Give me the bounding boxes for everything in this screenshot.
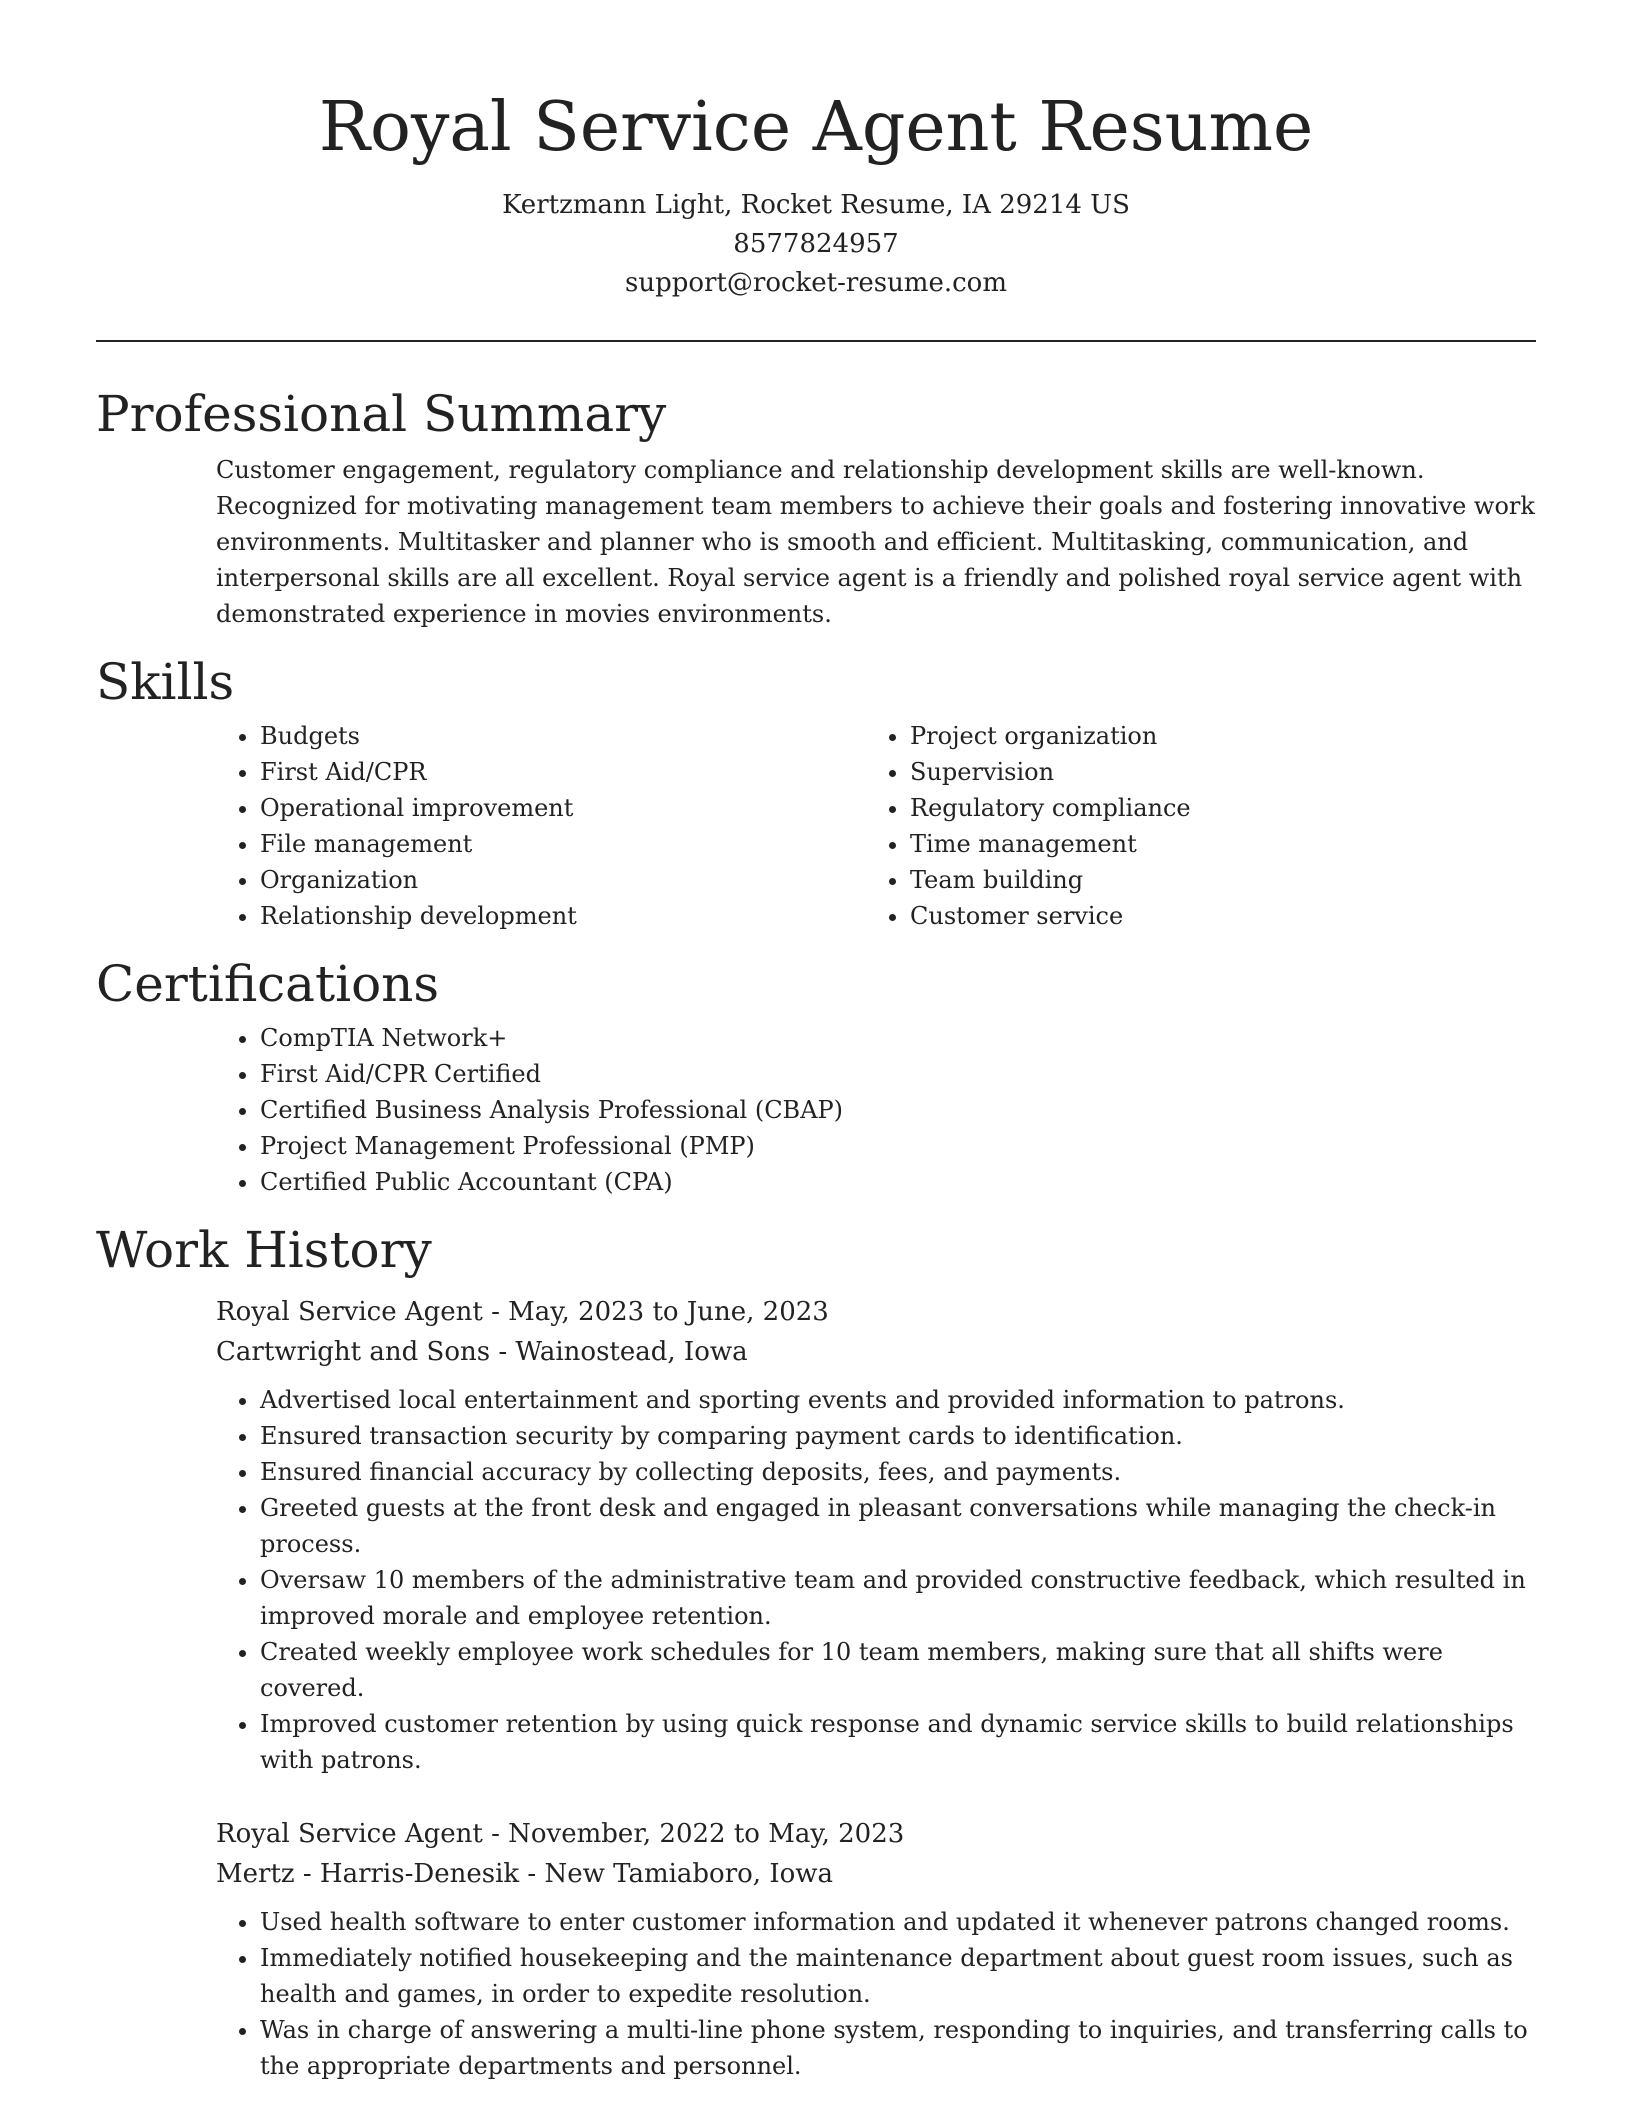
work-history-body: [216, 1292, 1536, 2084]
certifications-section: [96, 952, 1536, 1200]
job-duties-list: [216, 1382, 1536, 1778]
skill-item: • Regulatory compliance: [910, 790, 1516, 826]
summary-text: Customer engagement, regulatory compliance and relationship development skills are well-known. Recognized for motivating management team members to achieve their goals and fostering innovative work environments. Multitasker and planner who is smooth and efficient. Multitasking, communication, and interpersonal skills are all excellent. Royal service agent is a friendly and polished royal service agent with demonstrated experience in movies environments.: [216, 456, 1535, 628]
job-duty-item: • Used health software to enter customer information and updated it whenever patrons changed rooms.: [260, 1904, 1536, 1940]
certification-item: • Certified Business Analysis Professional (CBAP): [260, 1092, 1536, 1128]
skill-item: • Organization: [260, 862, 866, 898]
skills-list-left: [216, 718, 866, 934]
skill-item: • Customer service: [910, 898, 1516, 934]
job-company-line: Cartwright and Sons - Wainostead, Iowa: [216, 1337, 748, 1367]
skill-item: • File management: [260, 826, 866, 862]
summary-section: [96, 382, 1536, 632]
contact-email: support@rocket-resume.com: [624, 268, 1007, 298]
job-duties-list: [216, 1904, 1536, 2084]
certification-item: • Project Management Professional (PMP): [260, 1128, 1536, 1164]
certifications-list: [216, 1020, 1536, 1200]
job-title-line: Royal Service Agent - November, 2022 to May, 2023: [216, 1819, 905, 1849]
skill-item: • Project organization: [910, 718, 1516, 754]
skills-column-right: [866, 718, 1516, 934]
job-duty-item: • Immediately notified housekeeping and the maintenance department about guest room issues, such as health and games, in order to expedite resolution.: [260, 1940, 1536, 2012]
skill-item: • Operational improvement: [260, 790, 866, 826]
certification-item: • First Aid/CPR Certified: [260, 1056, 1536, 1092]
job-duty-item: • Created weekly employee work schedules for 10 team members, making sure that all shifts were covered.: [260, 1634, 1536, 1706]
job-entry: [216, 1292, 1536, 1778]
certification-item: • Certified Public Accountant (CPA): [260, 1164, 1536, 1200]
skills-columns: [216, 718, 1536, 934]
header-divider: [96, 340, 1536, 342]
resume-title: Royal Service Agent Resume: [318, 88, 1314, 167]
job-duty-item: • Ensured transaction security by comparing payment cards to identification.: [260, 1418, 1536, 1454]
job-duty-item: • Improved customer retention by using quick response and dynamic service skills to build relationships with patrons.: [260, 1706, 1536, 1778]
summary-heading: Professional Summary: [96, 385, 667, 443]
skill-item: • Budgets: [260, 718, 866, 754]
job-entry: [216, 1814, 1536, 2084]
job-duty-item: • Advertised local entertainment and sporting events and provided information to patrons.: [260, 1382, 1536, 1418]
certifications-heading: Certifications: [96, 955, 440, 1013]
skill-item: • First Aid/CPR: [260, 754, 866, 790]
certifications-body: [216, 1020, 1536, 1200]
job-duty-item: • Greeted guests at the front desk and engaged in pleasant conversations while managing the check-in process.: [260, 1490, 1536, 1562]
skills-body: [216, 718, 1536, 934]
skills-heading: Skills: [96, 653, 235, 711]
certification-item: • CompTIA Network+: [260, 1020, 1536, 1056]
work-history-heading: Work History: [96, 1221, 432, 1279]
skill-item: • Time management: [910, 826, 1516, 862]
skills-section: [96, 650, 1536, 934]
contact-info: [0, 186, 1632, 303]
skills-column-left: [216, 718, 866, 934]
job-company-line: Mertz - Harris-Denesik - New Tamiaboro, Iowa: [216, 1859, 834, 1889]
job-duty-item: • Was in charge of answering a multi-line phone system, responding to inquiries, and transferring calls to the appropriate departments and personnel.: [260, 2012, 1536, 2084]
skill-item: • Relationship development: [260, 898, 866, 934]
job-duty-item: • Ensured financial accuracy by collecting deposits, fees, and payments.: [260, 1454, 1536, 1490]
contact-address: Kertzmann Light, Rocket Resume, IA 29214 US: [502, 190, 1130, 220]
skills-list-right: [866, 718, 1516, 934]
job-title-line: Royal Service Agent - May, 2023 to June, 2023: [216, 1297, 829, 1327]
resume-content: [96, 382, 1536, 2084]
skill-item: • Team building: [910, 862, 1516, 898]
job-duty-item: • Oversaw 10 members of the administrative team and provided constructive feedback, which resulted in improved morale and employee retention.: [260, 1562, 1536, 1634]
resume-header: [0, 0, 1632, 303]
contact-phone: 8577824957: [733, 229, 899, 259]
work-history-section: [96, 1218, 1536, 2084]
skill-item: • Supervision: [910, 754, 1516, 790]
summary-body: [216, 452, 1536, 632]
